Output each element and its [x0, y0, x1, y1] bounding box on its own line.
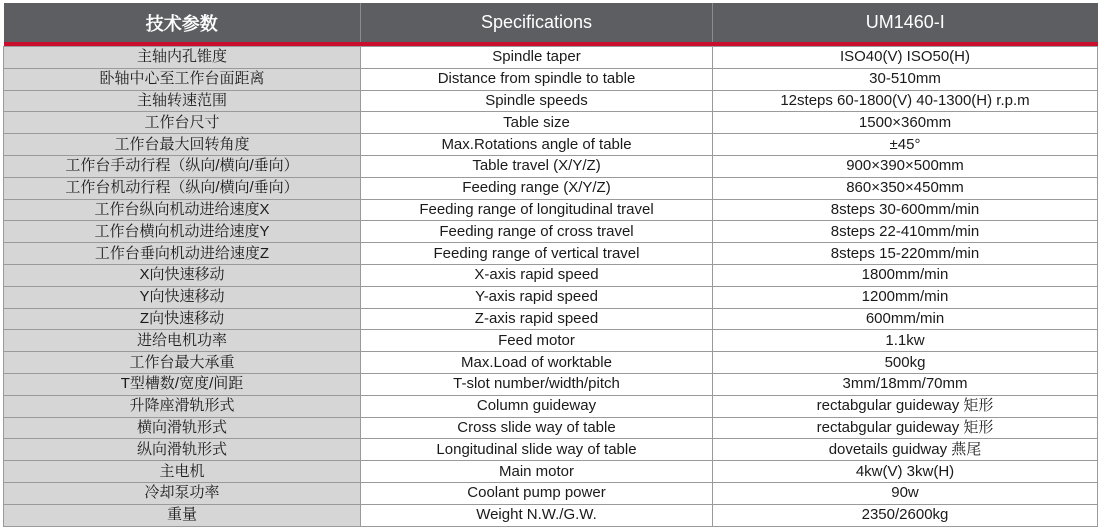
param-cn-cell: T型槽数/宽度/间距 [4, 373, 361, 395]
table-row [4, 417, 1098, 439]
param-cn-cell: 工作台尺寸 [4, 112, 361, 134]
spec-en-cell: Cross slide way of table [361, 417, 713, 439]
value-cell: 4kw(V) 3kw(H) [713, 461, 1098, 483]
spec-en-cell: Weight N.W./G.W. [361, 504, 713, 526]
table-row [4, 439, 1098, 461]
value-cell: 860×350×450mm [713, 177, 1098, 199]
table-row [4, 352, 1098, 374]
table-row [4, 112, 1098, 134]
table-row [4, 134, 1098, 156]
spec-en-cell: Feeding range of vertical travel [361, 243, 713, 265]
param-cn-cell: 工作台手动行程（纵向/横向/垂向） [4, 155, 361, 177]
param-cn-cell: 进给电机功率 [4, 330, 361, 352]
param-cn-cell: 工作台最大回转角度 [4, 134, 361, 156]
table-row [4, 482, 1098, 504]
value-cell: 8steps 30-600mm/min [713, 199, 1098, 221]
value-cell: 1800mm/min [713, 264, 1098, 286]
table-row [4, 264, 1098, 286]
spec-en-cell: Coolant pump power [361, 482, 713, 504]
table-row [4, 286, 1098, 308]
param-cn-cell: 重量 [4, 504, 361, 526]
spec-en-cell: X-axis rapid speed [361, 264, 713, 286]
param-cn-cell: 纵向滑轨形式 [4, 439, 361, 461]
table-row [4, 243, 1098, 265]
spec-en-cell: Max.Rotations angle of table [361, 134, 713, 156]
table-row [4, 221, 1098, 243]
table-row [4, 47, 1098, 69]
value-cell: 2350/2600kg [713, 504, 1098, 526]
spec-table [3, 3, 1098, 527]
spec-en-cell: Feeding range (X/Y/Z) [361, 177, 713, 199]
spec-en-cell: Spindle speeds [361, 90, 713, 112]
spec-sheet [3, 3, 1097, 527]
table-row [4, 177, 1098, 199]
spec-en-cell: Table travel (X/Y/Z) [361, 155, 713, 177]
value-cell: rectabgular guideway 矩形 [713, 417, 1098, 439]
header-spec: Specifications [361, 3, 713, 42]
table-row [4, 330, 1098, 352]
param-cn-cell: 主轴转速范围 [4, 90, 361, 112]
param-cn-cell: 冷却泵功率 [4, 482, 361, 504]
param-cn-cell: 主电机 [4, 461, 361, 483]
param-cn-cell: 工作台最大承重 [4, 352, 361, 374]
spec-en-cell: Feeding range of cross travel [361, 221, 713, 243]
param-cn-cell: 工作台机动行程（纵向/横向/垂向） [4, 177, 361, 199]
table-row [4, 395, 1098, 417]
param-cn-cell: 主轴内孔锥度 [4, 47, 361, 69]
table-row [4, 155, 1098, 177]
table-row [4, 373, 1098, 395]
param-cn-cell: 升降座滑轨形式 [4, 395, 361, 417]
value-cell: 900×390×500mm [713, 155, 1098, 177]
param-cn-cell: 工作台纵向机动进给速度X [4, 199, 361, 221]
table-row [4, 461, 1098, 483]
spec-en-cell: Z-axis rapid speed [361, 308, 713, 330]
spec-en-cell: T-slot number/width/pitch [361, 373, 713, 395]
table-row [4, 308, 1098, 330]
value-cell: 8steps 22-410mm/min [713, 221, 1098, 243]
value-cell: 600mm/min [713, 308, 1098, 330]
table-row [4, 68, 1098, 90]
param-cn-cell: Y向快速移动 [4, 286, 361, 308]
spec-en-cell: Feed motor [361, 330, 713, 352]
value-cell: rectabgular guideway 矩形 [713, 395, 1098, 417]
table-row [4, 504, 1098, 526]
value-cell: 12steps 60-1800(V) 40-1300(H) r.p.m [713, 90, 1098, 112]
spec-en-cell: Spindle taper [361, 47, 713, 69]
value-cell: dovetails guidway 燕尾 [713, 439, 1098, 461]
value-cell: 90w [713, 482, 1098, 504]
param-cn-cell: 卧轴中心至工作台面距离 [4, 68, 361, 90]
value-cell: ISO40(V) ISO50(H) [713, 47, 1098, 69]
spec-en-cell: Main motor [361, 461, 713, 483]
value-cell: 1200mm/min [713, 286, 1098, 308]
table-row [4, 199, 1098, 221]
spec-en-cell: Column guideway [361, 395, 713, 417]
table-row [4, 90, 1098, 112]
spec-en-cell: Max.Load of worktable [361, 352, 713, 374]
table-header [4, 3, 1098, 42]
header-model: UM1460-I [713, 3, 1098, 42]
value-cell: 3mm/18mm/70mm [713, 373, 1098, 395]
spec-en-cell: Table size [361, 112, 713, 134]
value-cell: 500kg [713, 352, 1098, 374]
value-cell: 30-510mm [713, 68, 1098, 90]
param-cn-cell: X向快速移动 [4, 264, 361, 286]
value-cell: 1.1kw [713, 330, 1098, 352]
spec-en-cell: Feeding range of longitudinal travel [361, 199, 713, 221]
table-body [4, 47, 1098, 527]
param-cn-cell: 横向滑轨形式 [4, 417, 361, 439]
spec-en-cell: Distance from spindle to table [361, 68, 713, 90]
value-cell: 8steps 15-220mm/min [713, 243, 1098, 265]
param-cn-cell: 工作台横向机动进给速度Y [4, 221, 361, 243]
spec-en-cell: Longitudinal slide way of table [361, 439, 713, 461]
param-cn-cell: 工作台垂向机动进给速度Z [4, 243, 361, 265]
value-cell: 1500×360mm [713, 112, 1098, 134]
spec-en-cell: Y-axis rapid speed [361, 286, 713, 308]
value-cell: ±45° [713, 134, 1098, 156]
header-row [4, 3, 1098, 42]
param-cn-cell: Z向快速移动 [4, 308, 361, 330]
header-param: 技术参数 [4, 3, 361, 42]
